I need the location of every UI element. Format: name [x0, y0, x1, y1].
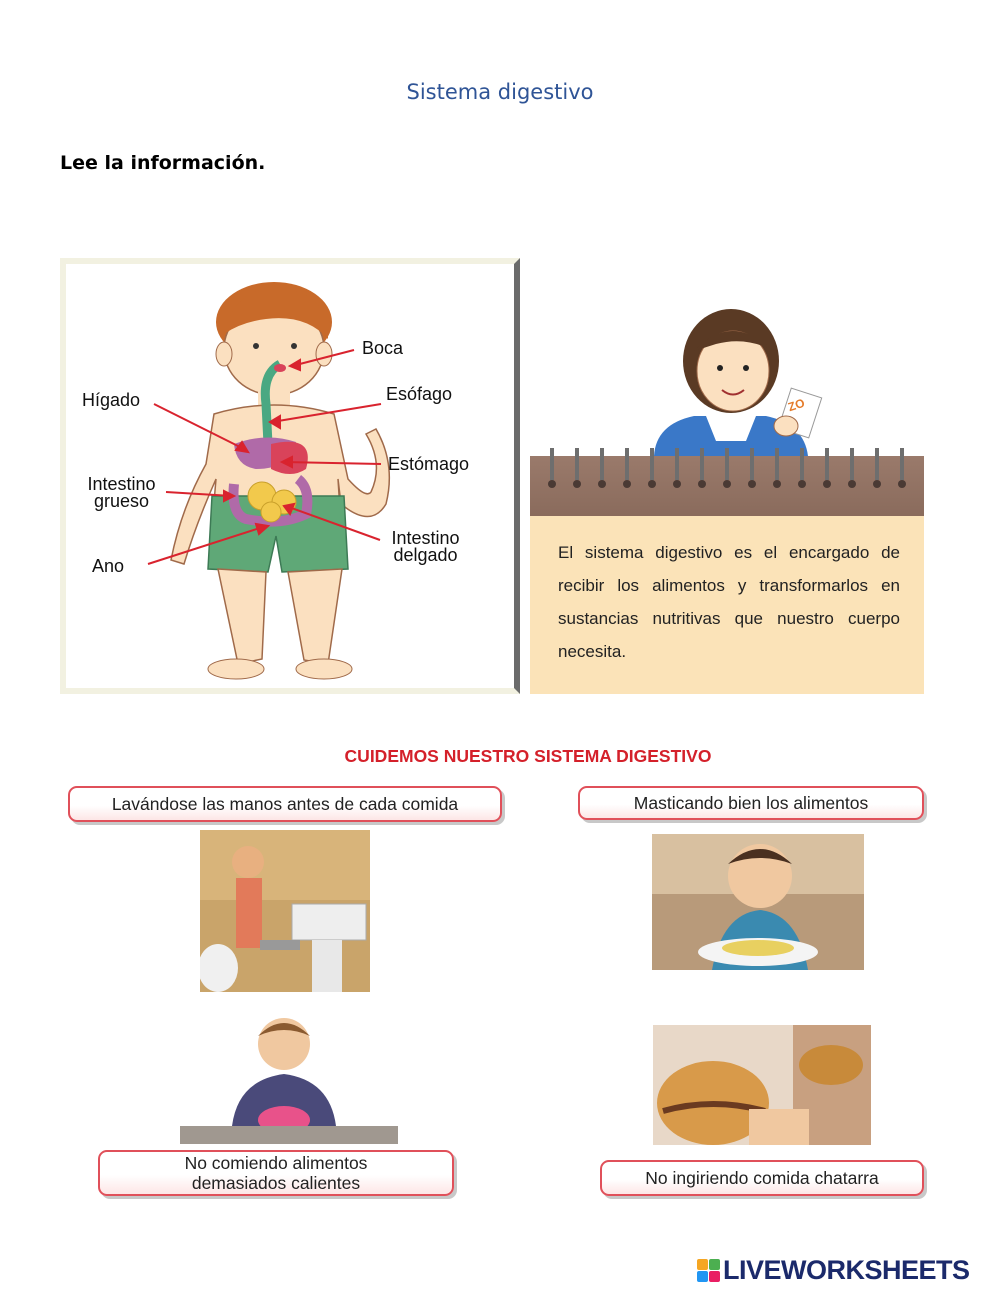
- card-badge: ZO: [786, 395, 807, 415]
- tip-wash-hands: [68, 786, 502, 822]
- tip-chew-food: [578, 786, 924, 820]
- label-esofago: Esófago: [386, 384, 453, 404]
- spiral-rings: [530, 440, 924, 500]
- info-notebook: [530, 440, 924, 694]
- liveworksheets-logo: [697, 1255, 970, 1285]
- label-boca: Boca: [362, 338, 404, 358]
- label-higado: Hígado: [82, 390, 141, 410]
- label-estomago: Estómago: [388, 454, 470, 474]
- tip-no-junk-food: [600, 1160, 924, 1196]
- tip-label: No ingiriendo comida chatarra: [645, 1168, 879, 1188]
- logo-icon: [697, 1259, 720, 1282]
- digestive-system-diagram: [60, 258, 520, 694]
- label-intestino-grueso: Intestino grueso: [87, 474, 156, 511]
- tip-label: Masticando bien los alimentos: [633, 793, 869, 813]
- tip-no-hot-food: [98, 1150, 454, 1196]
- girl-illustration: [636, 306, 826, 456]
- photo-washing-hands: [200, 830, 370, 992]
- tip-label: Lavándose las manos antes de cada comida: [111, 794, 459, 814]
- page-title: Sistema digestivo: [406, 80, 594, 104]
- photo-junk-food: [653, 1025, 871, 1145]
- photo-chewing-food: [652, 834, 864, 970]
- instruction-text: Lee la información.: [60, 152, 266, 174]
- label-ano: Ano: [92, 556, 125, 576]
- logo-text: LIVEWORKSHEETS: [723, 1254, 970, 1285]
- tip-label: No comiendo alimentos demasiados calientes: [184, 1153, 368, 1193]
- care-heading: CUIDEMOS NUESTRO SISTEMA DIGESTIVO: [344, 746, 712, 766]
- photo-boy-eating-salad: [180, 1014, 398, 1144]
- label-intestino-delgado: Intestino delgado: [391, 528, 460, 565]
- info-text: El sistema digestivo es el encargado de recibir los alimentos y transformarlos en sustancias nutritivas que nuestro cuerpo necesita.: [558, 543, 900, 661]
